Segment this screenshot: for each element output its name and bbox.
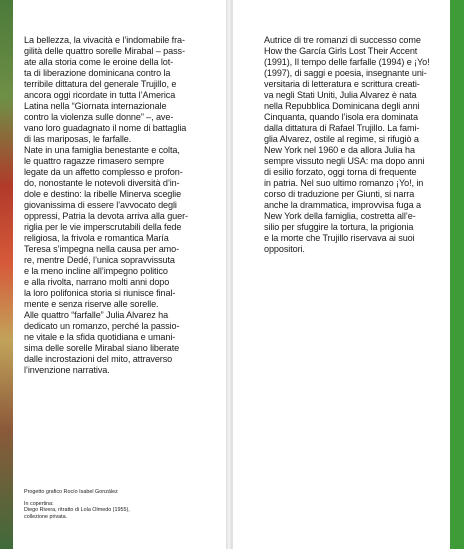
text-line: Nate in una famiglia benestante e colta, — [24, 145, 180, 155]
text-line: La bellezza, la vivacità e l’indomabile fra- — [24, 35, 185, 45]
text-line: religiosa, la frivola e romantica María — [24, 233, 169, 243]
text-line: silio per sfuggire la tortura, la prigionia — [264, 222, 414, 232]
text-line: ancora oggi ricordate in tutta l’America — [24, 90, 176, 100]
text-line: versitaria di letteratura e scrittura creati- — [264, 79, 420, 89]
green-cover-edge — [450, 0, 464, 549]
text-line: dalle incrostazioni del mito, attraverso — [24, 354, 173, 364]
text-line: in patria. Nel suo ultimo romanzo ¡Yo!, in — [264, 178, 424, 188]
text-line: ta di liberazione dominicana contro la — [24, 68, 171, 78]
text-line: e alla rivolta, narrano molti anni dopo — [24, 277, 170, 287]
text-line: ne vitale e la sfida quotidiana e umani- — [24, 332, 176, 342]
text-line: sima delle sorelle Mirabal siano liberate — [24, 343, 180, 353]
cover-artwork-edge — [0, 0, 13, 549]
text-line: nella Repubblica Dominicana degli anni — [264, 101, 420, 111]
text-line: mente e senza riserve alle sorelle. — [24, 299, 159, 309]
text-line: ate alla storia come le eroine della lot- — [24, 57, 174, 67]
text-line: Teresa s’impegna nella causa per amo- — [24, 244, 180, 254]
left-body-text — [24, 35, 216, 376]
text-line: terribile dittatura del generale Trujillo, e — [24, 79, 177, 89]
text-line: re, mentre Dedé, l’unica sopravvissuta — [24, 255, 175, 265]
text-line: Cinquanta, quando l’isola era dominata — [264, 112, 418, 122]
text-line: (1997), di saggi e poesia, insegnante uni- — [264, 68, 427, 78]
text-line: Alle quattro “farfalle” Julia Alvarez ha — [24, 310, 169, 320]
text-line: vano loro guadagnato il nome di battaglia — [24, 123, 187, 133]
text-line: e la morte che Trujillo riservava ai suoi — [264, 233, 415, 243]
text-line: legate da un affetto complesso e profon- — [24, 167, 183, 177]
text-line: Latina nella “Giornata internazionale — [24, 101, 167, 111]
text-line: (1991), Il tempo delle farfalle (1994) e ¡Yo! — [264, 57, 430, 67]
text-line: How the García Girls Lost Their Accent — [264, 46, 418, 56]
text-line: di las mariposas, le farfalle. — [24, 134, 132, 144]
text-line: Autrice di tre romanzi di successo come — [264, 35, 421, 45]
cover-credit-line: Diego Rivera, ritratto di Lola Olmedo (1955), — [24, 507, 130, 514]
text-line: va negli Stati Uniti, Julia Alvarez è nata — [264, 90, 417, 100]
text-line: New York nel 1960 e da allora Julia ha — [264, 145, 415, 155]
text-line: corso di traduzione per Giunti, si narra — [264, 189, 415, 199]
text-line: le quattro ragazze rimasero sempre — [24, 156, 165, 166]
design-credit: Progetto grafico Rocío Isabel González — [24, 489, 118, 495]
text-line: giovanissima di essere l’avvocato degli — [24, 200, 177, 210]
text-line: dole e destino: la ribelle Minerva sceglie — [24, 189, 182, 199]
text-line: glia Alvarez, ostile al regime, si rifugiò a — [264, 134, 419, 144]
right-body-text — [264, 35, 446, 255]
text-line: dalla dittatura di Rafael Trujillo. La fami- — [264, 123, 420, 133]
credits-block — [24, 489, 219, 520]
text-line: oppositori. — [264, 244, 305, 254]
text-line: anche la drammatica, improvvisa fuga a — [264, 200, 421, 210]
text-line: e la meno incline all’impegno politico — [24, 266, 168, 276]
text-line: la loro polifonica storia si riunisce final- — [24, 288, 176, 298]
text-line: riglia per le vie imperscrutabili della fede — [24, 222, 182, 232]
text-line: New York della famiglia, costretta all’e- — [264, 211, 416, 221]
text-line: do, nonostante le notevoli diversità d’in- — [24, 178, 180, 188]
text-line: gilità delle quattro sorelle Mirabal – pass- — [24, 46, 185, 56]
text-line: oppressi, Patria la devota arriva alla guer- — [24, 211, 188, 221]
text-line: dedicato un romanzo, perché la passio- — [24, 321, 180, 331]
text-line: di esilio forzato, oggi torna di frequente — [264, 167, 417, 177]
text-line: sempre vissuto negli USA: ma dopo anni — [264, 156, 425, 166]
cover-credit-line: collezione privata. — [24, 513, 68, 520]
text-line: l’invenzione narrativa. — [24, 365, 110, 375]
text-line: contro la violenza sulle donne” –, ave- — [24, 112, 174, 122]
cover-credit-label: In copertina: — [24, 500, 54, 507]
